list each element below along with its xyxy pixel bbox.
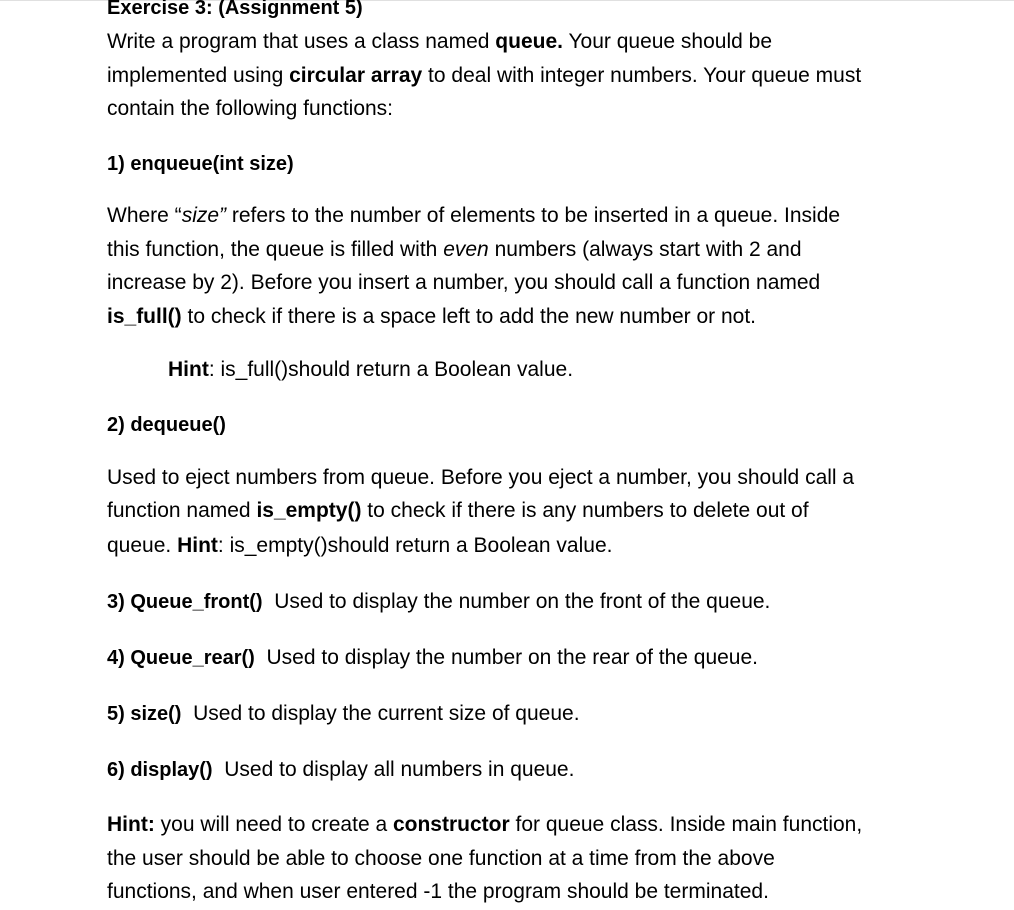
circular-array-keyword: circular array [289, 64, 423, 87]
dequeue-text: queue. [107, 534, 178, 557]
final-hint-line-1 [107, 811, 862, 839]
enqueue-hint [168, 356, 573, 384]
item-label: 6) display() [107, 759, 213, 781]
final-hint-line-3: functions, and when user entered -1 the program should be terminated. [107, 880, 769, 903]
item-text: Used to display the current size of queue. [181, 702, 580, 725]
is-full-keyword: is_full() [107, 305, 182, 328]
intro-text: Your queue should be [562, 30, 773, 53]
hint-label: Hint [168, 358, 209, 381]
hint-text: : is_full()should return a Boolean value. [208, 358, 574, 381]
final-hint-line-2: the user should be able to choose one function at a time from the above [107, 847, 775, 870]
item-queue-front [107, 588, 770, 616]
item-text: Used to display all numbers in queue. [212, 758, 575, 781]
dequeue-line-1: Used to eject numbers from queue. Before you eject a number, you should call a [107, 466, 855, 489]
item-queue-rear [107, 644, 758, 672]
dequeue-line-3 [107, 532, 612, 560]
intro-text: Write a program that uses a class named [107, 30, 496, 53]
enqueue-line-4 [107, 303, 756, 331]
enqueue-heading: 1) enqueue(int size) [107, 153, 294, 175]
enqueue-text: numbers (always start with 2 and [488, 238, 802, 261]
size-term: size” [181, 204, 227, 227]
enqueue-text: Where “ [107, 204, 182, 227]
dequeue-text: to check if there is any numbers to delete out of [361, 499, 809, 522]
constructor-keyword: constructor [392, 813, 510, 836]
enqueue-text: this function, the queue is filled with [107, 238, 444, 261]
hint-text: : is_empty()should return a Boolean value. [217, 534, 613, 557]
item-label: 3) Queue_front() [107, 591, 263, 613]
even-term: even [443, 238, 489, 261]
enqueue-line-3: increase by 2). Before you insert a number, you should call a function named [107, 271, 821, 294]
enqueue-line-2 [107, 236, 802, 264]
hint-text: for queue class. Inside main function, [509, 813, 863, 836]
enqueue-text: refers to the number of elements to be inserted in a queue. Inside [226, 204, 841, 227]
intro-line-3: contain the following functions: [107, 97, 394, 120]
dequeue-line-2 [107, 497, 809, 525]
hint-text: you will need to create a [154, 813, 393, 836]
item-size [107, 700, 580, 728]
intro-text: to deal with integer numbers. Your queue must [422, 64, 862, 87]
enqueue-text: to check if there is a space left to add the new number or not. [181, 305, 756, 328]
intro-line-1 [107, 28, 772, 56]
is-empty-keyword: is_empty() [256, 499, 362, 522]
exercise-title: Exercise 3: (Assignment 5) [107, 0, 363, 19]
item-text: Used to display the number on the rear of the queue. [254, 646, 758, 669]
intro-text: implemented using [107, 64, 290, 87]
item-label: 4) Queue_rear() [107, 647, 255, 669]
intro-line-2 [107, 62, 861, 90]
enqueue-line-1 [107, 202, 840, 230]
dequeue-text: function named [107, 499, 257, 522]
item-display [107, 756, 574, 784]
item-text: Used to display the number on the front of the queue. [262, 590, 771, 613]
hint-label: Hint [177, 534, 218, 557]
dequeue-heading: 2) dequeue() [107, 414, 226, 436]
item-label: 5) size() [107, 703, 182, 725]
hint-label: Hint: [107, 813, 155, 836]
queue-keyword: queue. [495, 30, 563, 53]
